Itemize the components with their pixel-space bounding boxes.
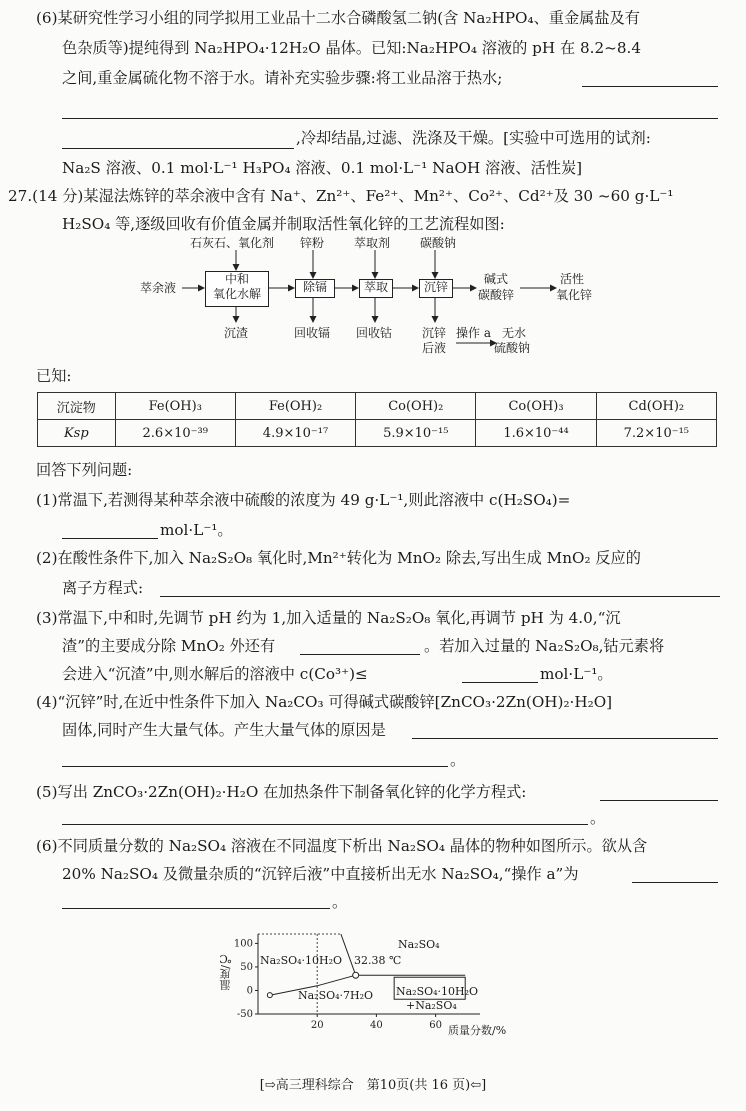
y-tick-label: 0 xyxy=(246,985,253,997)
flow-anhydrous-1: 无水 xyxy=(502,326,527,340)
flow-step-label: 中和 xyxy=(224,272,249,286)
flow-input-2: 锌粉 xyxy=(300,236,325,250)
questions-intro: 回答下列问题: xyxy=(36,461,133,479)
flow-start: 萃余液 xyxy=(140,281,177,295)
flow-anhydrous-2: 硫酸钠 xyxy=(494,341,531,355)
q5-end: 。 xyxy=(590,809,606,827)
y-tick-label: -50 xyxy=(236,1009,253,1020)
answer-blank[interactable] xyxy=(462,682,538,683)
y-tick-label: 100 xyxy=(233,938,253,950)
known-label: 已知: xyxy=(36,367,72,385)
flow-output-4a: 沉锌 xyxy=(422,326,447,340)
q2-line2: 离子方程式: xyxy=(62,579,144,597)
answer-blank[interactable] xyxy=(62,766,448,767)
region-label-decahydrate: Na₂SO₄·10H₂O xyxy=(260,954,343,967)
transition-point xyxy=(353,972,359,978)
flow-product-2b: 氧化锌 xyxy=(556,288,593,302)
flow-product-1a: 碱式 xyxy=(484,272,509,286)
flow-step-remove-cd: 除镉 xyxy=(295,279,335,298)
x-tick-label: 60 xyxy=(429,1020,442,1031)
flow-step-extract: 萃取 xyxy=(359,279,393,298)
q6a-line1: (6)某研究性学习小组的同学拟用工业品十二水合磷酸氢二钠(含 Na₂HPO₄、重金属盐及有 xyxy=(36,9,640,27)
table-cell: 4.9×10⁻¹⁷ xyxy=(235,420,355,447)
region-label-mixed-1: Na₂SO₄·10H₂O xyxy=(396,985,479,998)
ksp-table xyxy=(37,392,717,447)
table-header: Co(OH)₂ xyxy=(356,393,476,420)
table-header: Fe(OH)₃ xyxy=(115,393,235,420)
q6-end: 。 xyxy=(332,893,348,911)
table-header: Fe(OH)₂ xyxy=(235,393,355,420)
flow-output-3: 回收钴 xyxy=(356,326,393,340)
flow-input-4: 碳酸钠 xyxy=(420,236,457,250)
y-axis-label: 温度/℃ xyxy=(219,952,232,991)
q6-line1: (6)不同质量分数的 Na₂SO₄ 溶液在不同温度下析出 Na₂SO₄ 晶体的物种如图所示。欲从含 xyxy=(36,837,648,855)
table-cell: 7.2×10⁻¹⁵ xyxy=(596,420,716,447)
q3-line2a: 渣”的主要成分除 MnO₂ 外还有 xyxy=(62,637,276,655)
flow-input-1: 石灰石、氧化剂 xyxy=(190,236,275,250)
flow-arrows xyxy=(0,0,746,370)
answer-blank[interactable] xyxy=(62,538,158,539)
q6-line2: 20% Na₂SO₄ 及微量杂质的“沉锌后液”中直接析出无水 Na₂SO₄,“操作 a”为 xyxy=(62,865,579,883)
table-row xyxy=(38,420,717,447)
q6a-line6: Na₂S 溶液、0.1 mol·L⁻¹ H₃PO₄ 溶液、0.1 mol·L⁻¹ NaOH 溶液、活性炭] xyxy=(62,159,583,177)
q3-line3b: mol·L⁻¹。 xyxy=(540,665,613,683)
q3-line2b: 。若加入过量的 Na₂S₂O₈,钴元素将 xyxy=(424,637,665,655)
y-tick-label: 50 xyxy=(240,961,253,973)
start-point xyxy=(267,993,272,998)
table-header: Co(OH)₃ xyxy=(476,393,596,420)
x-axis-label: 质量分数/% xyxy=(448,1024,507,1037)
q4-end: 。 xyxy=(450,751,466,769)
flow-product-2a: 活性 xyxy=(560,272,585,286)
chart-annotation: 32.38 ℃ xyxy=(354,954,402,967)
answer-blank[interactable] xyxy=(160,596,720,597)
answer-blank[interactable] xyxy=(300,654,420,655)
flow-operation-a: 操作 a xyxy=(456,326,491,340)
q27-line1: 27.(14 分)某湿法炼锌的萃余液中含有 Na⁺、Zn²⁺、Fe²⁺、Mn²⁺、Co²⁺、Cd²⁺及 30 ~60 g·L⁻¹ xyxy=(8,187,674,205)
q6a-line3: 之间,重金属硫化物不溶于水。请补充实验步骤:将工业品溶于热水; xyxy=(62,69,503,87)
answer-blank[interactable] xyxy=(62,824,588,825)
q5-line1: (5)写出 ZnCO₃·2Zn(OH)₂·H₂O 在加热条件下制备氧化锌的化学方程式: xyxy=(36,783,527,801)
q4-line2: 固体,同时产生大量气体。产生大量气体的原因是 xyxy=(62,721,386,739)
flow-input-3: 萃取剂 xyxy=(354,236,391,250)
table-cell: 2.6×10⁻³⁹ xyxy=(115,420,235,447)
flow-product-1b: 碳酸锌 xyxy=(478,288,515,302)
flow-output-2: 回收镉 xyxy=(294,326,331,340)
answer-blank[interactable] xyxy=(632,882,718,883)
answer-blank[interactable] xyxy=(412,738,718,739)
x-tick-label: 20 xyxy=(310,1020,324,1031)
table-header: Cd(OH)₂ xyxy=(596,393,716,420)
q1-line1: (1)常温下,若测得某种萃余液中硫酸的浓度为 49 g·L⁻¹,则此溶液中 c(H₂SO₄)= xyxy=(36,491,571,509)
flow-output-1: 沉渣 xyxy=(224,326,249,340)
table-cell: 1.6×10⁻⁴⁴ xyxy=(476,420,596,447)
q3-line1: (3)常温下,中和时,先调节 pH 约为 1,加入适量的 Na₂S₂O₈ 氧化,再调节 pH 为 4.0,“沉 xyxy=(36,609,621,627)
q6a-line5: ,冷却结晶,过滤、洗涤及干燥。[实验中可选用的试剂: xyxy=(296,129,651,147)
phase-chart xyxy=(220,928,540,1038)
table-cell: 5.9×10⁻¹⁵ xyxy=(356,420,476,447)
q1-line2: mol·L⁻¹。 xyxy=(160,521,233,539)
flow-step-neutralize xyxy=(205,271,269,307)
table-row-label: Ksp xyxy=(38,420,116,447)
region-label-anhydrous: Na₂SO₄ xyxy=(398,938,440,951)
x-tick-label: 40 xyxy=(370,1020,383,1031)
region-label-heptahydrate: Na₂SO₄·7H₂O xyxy=(298,989,374,1002)
q2-line1: (2)在酸性条件下,加入 Na₂S₂O₈ 氧化时,Mn²⁺转化为 MnO₂ 除去,写出生成 MnO₂ 反应的 xyxy=(36,549,641,567)
region-label-mixed-2: +Na₂SO₄ xyxy=(406,999,457,1012)
table-header: 沉淀物 xyxy=(38,393,116,420)
flow-step-precipitate-zn: 沉锌 xyxy=(419,279,453,298)
flow-step-label: 氧化水解 xyxy=(212,287,261,301)
q4-line1: (4)“沉锌”时,在近中性条件下加入 Na₂CO₃ 可得碱式碳酸锌[ZnCO₃·2Zn(OH)₂·H₂O] xyxy=(36,693,613,711)
page-footer: [⇨高三理科综合 第10页(共 16 页)⇦] xyxy=(259,1078,487,1093)
q3-line3a: 会进入“沉渣”中,则水解后的溶液中 c(Co³⁺)≤ xyxy=(62,665,368,683)
q6a-line2: 色杂质等)提纯得到 Na₂HPO₄·12H₂O 晶体。已知:Na₂HPO₄ 溶液的 pH 在 8.2~8.4 xyxy=(62,39,642,57)
answer-blank[interactable] xyxy=(600,800,718,801)
flow-output-4b: 后液 xyxy=(422,341,447,355)
q27-line2: H₂SO₄ 等,逐级回收有价值金属并制取活性氧化锌的工艺流程如图: xyxy=(62,215,505,233)
table-header-row xyxy=(38,393,717,420)
answer-blank[interactable] xyxy=(62,908,330,909)
